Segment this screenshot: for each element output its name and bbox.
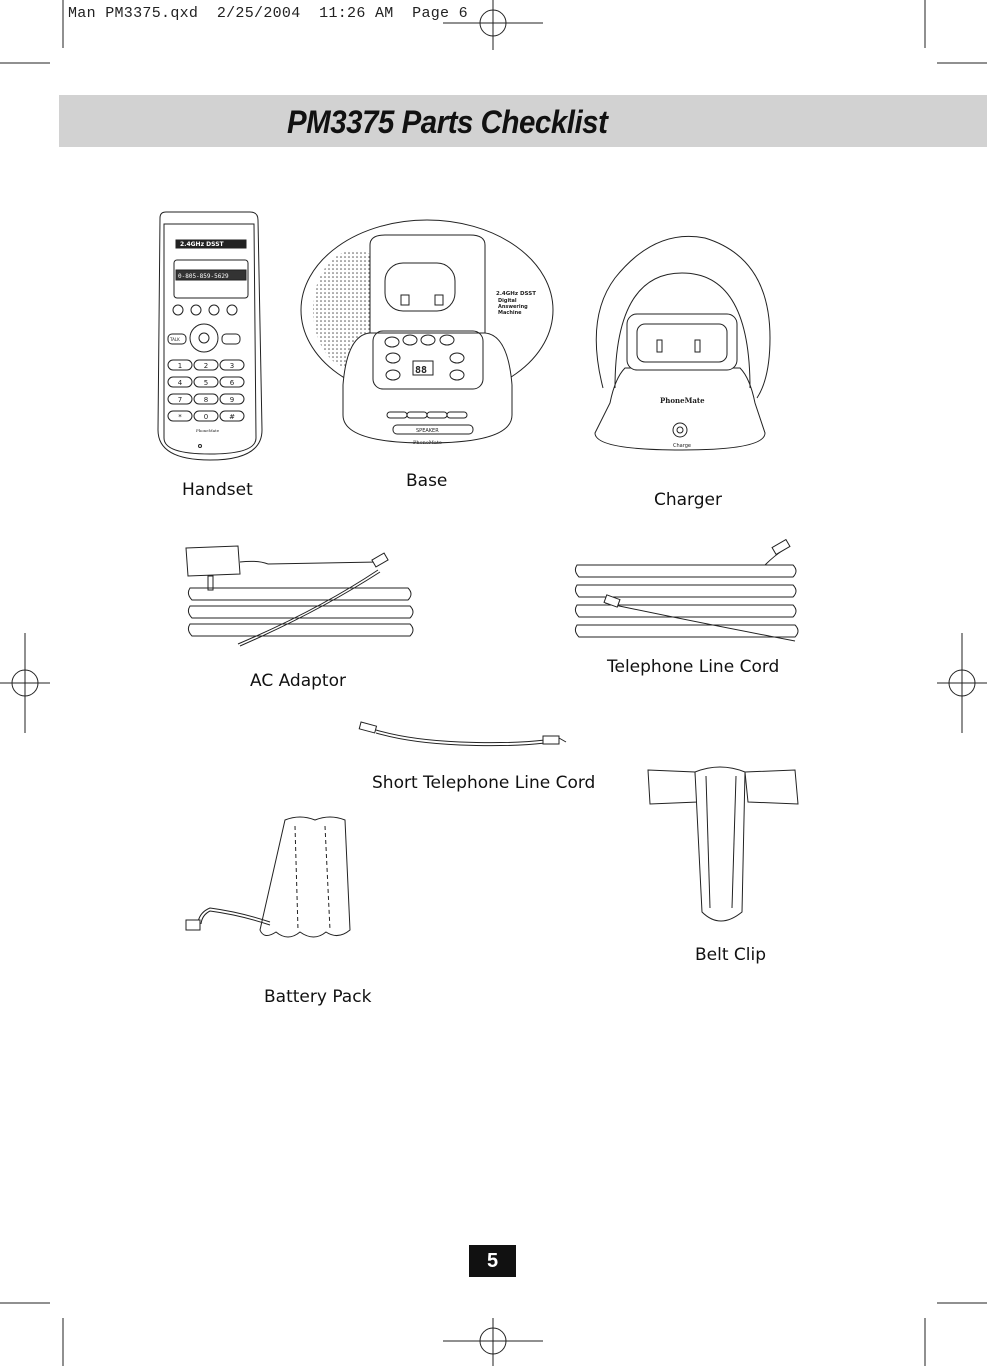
handset-key: 9: [229, 396, 235, 404]
charger-brand: PhoneMate: [660, 396, 705, 405]
battery-pack-illustration: [180, 812, 370, 952]
handset-display-number: 0-805-859-5629: [178, 273, 229, 280]
handset-illustration: [150, 210, 270, 470]
handset-key: 6: [229, 379, 235, 387]
part-label-base: Base: [406, 471, 448, 491]
part-label-belt-clip: Belt Clip: [695, 945, 767, 965]
part-label-short-line-cord: Short Telephone Line Cord: [372, 773, 596, 793]
handset-band-text: 2.4GHz DSST: [180, 241, 224, 248]
page-title: PM3375 Parts Checklist: [287, 104, 608, 140]
part-label-telephone-line-cord: Telephone Line Cord: [607, 657, 780, 677]
base-illustration: [295, 215, 560, 455]
base-counter: 88: [415, 365, 428, 376]
handset-key: #: [229, 413, 235, 421]
handset-key: 3: [229, 362, 235, 370]
handset-key: 0: [203, 413, 209, 421]
part-label-charger: Charger: [654, 490, 722, 510]
handset-key: 8: [203, 396, 209, 404]
charger-led-label: Charge: [673, 443, 691, 449]
base-band-title: 2.4GHz DSST: [496, 291, 536, 297]
base-brand: PhoneMate: [413, 440, 442, 446]
handset-talk-label: TALK: [170, 337, 180, 342]
short-line-cord-illustration: [350, 718, 575, 753]
ac-adaptor-illustration: [178, 540, 418, 655]
charger-illustration: [585, 218, 780, 483]
handset-brand: PhoneMate: [196, 428, 220, 433]
telephone-line-cord-illustration: [565, 535, 810, 650]
base-band-line: Digital: [498, 298, 517, 304]
part-label-ac-adaptor: AC Adaptor: [250, 671, 346, 691]
belt-clip-illustration: [640, 762, 805, 932]
handset-key: 7: [177, 396, 183, 404]
handset-key: 2: [203, 362, 209, 370]
printer-slug: Man PM3375.qxd 2/25/2004 11:26 AM Page 6: [68, 5, 468, 22]
handset-key: 5: [203, 379, 209, 387]
part-label-battery-pack: Battery Pack: [264, 987, 372, 1007]
base-speaker-label: SPEAKER: [416, 428, 439, 434]
handset-key: 1: [177, 362, 183, 370]
base-band-line: Answering: [498, 304, 528, 310]
page-number: 5: [469, 1245, 516, 1277]
part-label-handset: Handset: [182, 480, 253, 500]
handset-key: 4: [177, 379, 183, 387]
handset-key: *: [178, 413, 182, 421]
base-band-line: Machine: [498, 310, 522, 316]
